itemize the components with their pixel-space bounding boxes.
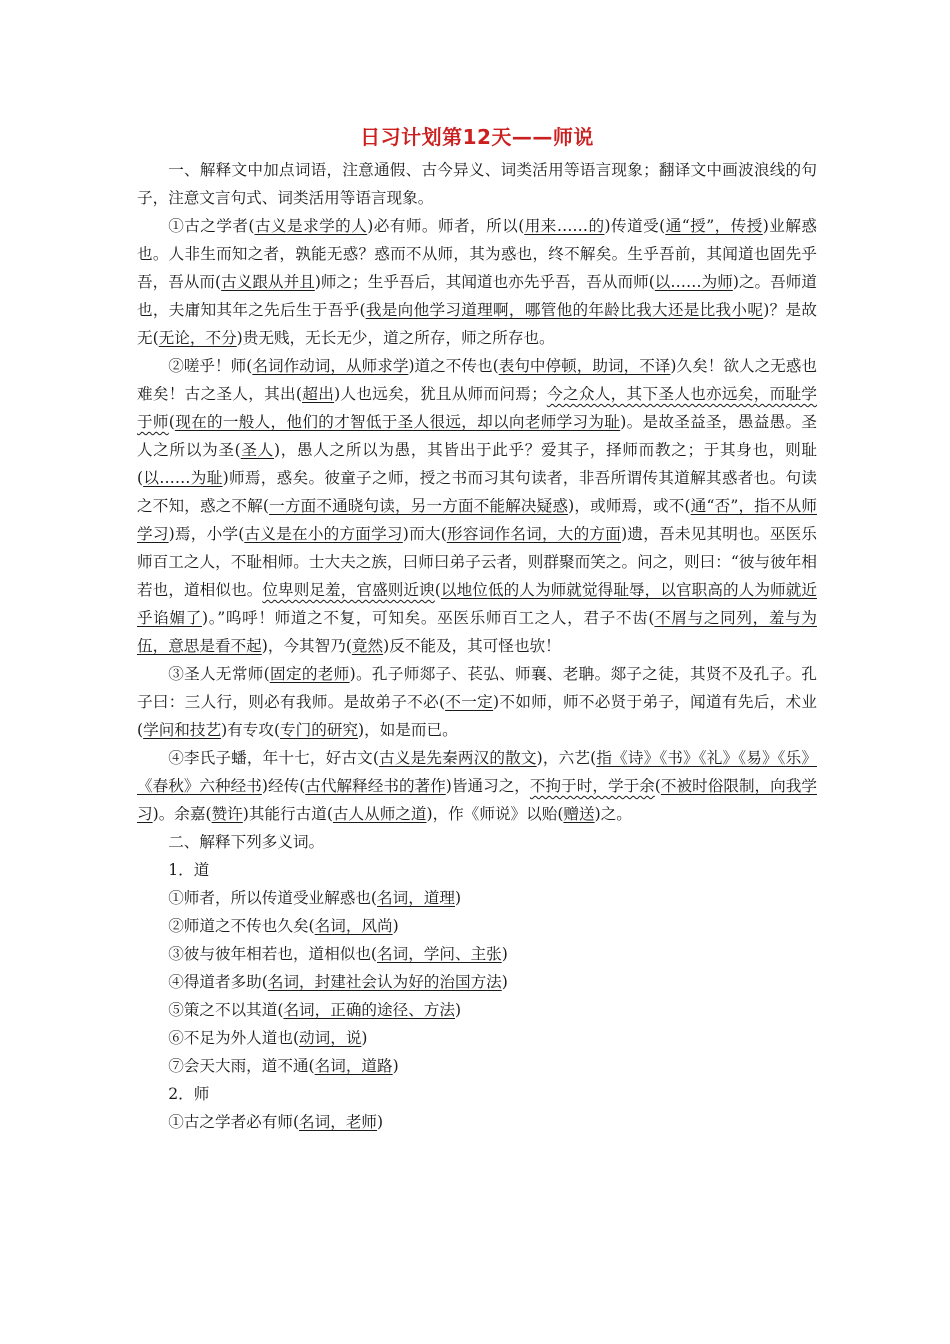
annotation-note: 通“授”，传授: [665, 217, 763, 235]
text-run: )，作《师说》以贻(: [426, 805, 564, 823]
text-run: )传道受(: [604, 217, 666, 235]
text-run: (: [168, 413, 175, 431]
text-run: ①师者，所以传道受业解惑也(: [168, 889, 377, 907]
annotation-note: 名词，道路: [314, 1057, 393, 1075]
annotation-note: 古代解释经书的著作: [305, 777, 446, 795]
annotation-note: 我是向他学习道理啊，哪管他的年龄比我大还是比我小呢: [365, 301, 764, 319]
text-run: )。余嘉(: [152, 805, 212, 823]
passage-paragraph-4: [137, 744, 817, 828]
passage-paragraph-1: [137, 212, 817, 352]
wavy-underlined-sentence: 位卑则足羞，官盛则近谀: [262, 581, 435, 599]
annotation-note: 以……为师: [654, 273, 733, 291]
wavy-underlined-sentence: 不拘于时，学于余: [529, 777, 655, 795]
polysemy-item: [137, 940, 817, 968]
annotation-note: 通“否”，指不从师学习: [137, 497, 817, 543]
text-run: ): [377, 1113, 384, 1131]
section1-heading: 一、解释文中加点词语，注意通假、古今异义、词类活用等语言现象；翻译文中画波浪线的句子，注意文言句式、词类活用等语言现象。: [137, 161, 817, 207]
text-run: ): [501, 945, 508, 963]
annotation-note: 古义跟从并且: [221, 273, 315, 291]
annotation-note: 竟然: [351, 637, 384, 655]
annotation-note: 名词，风尚: [314, 917, 393, 935]
text-run: ⑦会天大雨，道不通(: [168, 1057, 315, 1075]
text-run: )其能行古道(: [242, 805, 333, 823]
text-run: )经传(: [261, 777, 306, 795]
annotation-note: 赠送: [563, 805, 595, 823]
text-run: )久矣！欲人之无惑也难矣！古之圣人，其出(: [137, 357, 817, 403]
polysemy-item: [137, 1052, 817, 1080]
annotation-note: 名词，道理: [377, 889, 455, 907]
annotation-note: 不被时俗限制，向我学习: [137, 777, 817, 823]
annotation-note: 动词，说: [299, 1029, 362, 1047]
text-run: )，如是而已。: [358, 721, 458, 739]
text-run: ): [361, 1029, 368, 1047]
annotation-note: 名词，学问、主张: [377, 945, 502, 963]
annotation-note: 不屑与之同列，羞与为伍，意思是看不起: [137, 609, 817, 655]
text-run: )遗，吾未见其明也。巫医乐师百工之人，不耻相师。士大夫之族，曰师曰弟子云者，则群聚而笑之。问之，则曰：“彼与彼年相若也，道相似也。: [137, 525, 817, 599]
annotation-note: 固定的老师: [269, 665, 350, 683]
page-title: 日习计划第12天——师说: [360, 125, 594, 149]
text-run: )焉，小学(: [168, 525, 245, 543]
polysemy-item: [137, 1108, 817, 1136]
text-run: )。是故圣益圣，愚益愚。圣人之所以为圣(: [137, 413, 817, 459]
passage-paragraph-3: [137, 660, 817, 744]
annotation-note: 名词，老师: [299, 1113, 378, 1131]
annotation-note: 一方面不通晓句读，另一方面不能解决疑惑: [268, 497, 569, 515]
annotation-note: 名词，正确的途径、方法: [283, 1001, 455, 1019]
text-run: (: [434, 581, 441, 599]
text-run: )人也远矣，犹且从师而问焉；: [334, 385, 547, 403]
text-run: ⑥不足为外人道也(: [168, 1029, 300, 1047]
text-run: (: [654, 777, 661, 795]
annotation-note: 名词作动词，从师求学: [252, 357, 409, 375]
annotation-note: 古义是在小的方面学习: [244, 525, 403, 543]
text-run: )不如师，师不必贤于弟子，闻道有先后，术业(: [137, 693, 817, 739]
annotation-note: 形容词作名词，大的方面: [446, 525, 622, 543]
polysemy-item: [137, 996, 817, 1024]
text-run: )？是故无(: [137, 301, 817, 347]
text-run: )道之不传也(: [408, 357, 499, 375]
wavy-underlined-sentence: 今之众人，其下圣人也亦远矣，而耻学于师: [137, 385, 817, 431]
text-run: ③圣人无常师(: [168, 665, 270, 683]
polysemy-item: [137, 884, 817, 912]
text-run: )业解惑也。人非生而知之者，孰能无惑？惑而不从师，其为惑也，终不解矣。生乎吾前，其闻道也固先乎吾，吾从而(: [137, 217, 817, 291]
annotation-note: 古人从师之道: [332, 805, 427, 823]
text-run: ②师道之不传也久矣(: [168, 917, 315, 935]
text-run: ④李氏子蟠，年十七，好古文(: [168, 749, 379, 767]
text-run: ): [501, 973, 508, 991]
annotation-note: 学问和技艺: [143, 721, 222, 739]
annotation-note: 表句中停顿，助词，不译: [498, 357, 671, 375]
annotation-note: 超出: [302, 385, 335, 403]
text-run: ): [454, 1001, 462, 1019]
text-run: ①古之学者(: [168, 217, 255, 235]
annotation-note: 古义是求学的人: [254, 217, 368, 235]
text-run: )贵无贱，无长无少，道之所存，师之所存也。: [236, 329, 555, 347]
annotation-note: 赞许: [211, 805, 243, 823]
text-run: )有专攻(: [221, 721, 281, 739]
annotation-note: 指《诗》《书》《礼》《易》《乐》《春秋》六种经书: [137, 749, 817, 795]
text-run: )之。吾师道也，夫庸知其年之先后生于吾乎(: [137, 273, 817, 319]
passage-paragraph-2: [137, 352, 817, 660]
text-run: )。孔子师郯子、苌弘、师襄、老聃。郯子之徒，其贤不及孔子。孔子曰：三人行，则必有我师。是故弟子不必(: [137, 665, 817, 711]
text-run: ): [392, 1057, 399, 1075]
annotation-note: 名词，封建社会认为好的治国方法: [267, 973, 502, 991]
text-run: )，六艺(: [536, 749, 597, 767]
polysemy-item: [137, 968, 817, 996]
text-run: ③彼与彼年相若也，道相似也(: [168, 945, 377, 963]
text-run: )师之；生乎吾后，其闻道也亦先乎吾，吾从而师(: [314, 273, 655, 291]
text-run: )，愚人之所以为愚，其皆出于此乎？爱其子，择师而教之；于其身也，则耻(: [137, 441, 817, 487]
text-run: )，今其智乃(: [261, 637, 352, 655]
text-run: )，或师焉，或不(: [568, 497, 691, 515]
text-run: )之。: [594, 805, 632, 823]
section2-heading: 二、解释下列多义词。: [168, 833, 325, 851]
annotation-note: 用来……的: [524, 217, 605, 235]
annotation-note: 现在的一般人，他们的才智低于圣人很远，却以向老师学习为耻: [174, 413, 621, 431]
polysemy-item: [137, 1024, 817, 1052]
text-run: )必有师。师者，所以(: [367, 217, 525, 235]
polysemy-item: [137, 912, 817, 940]
text-run: ): [454, 889, 462, 907]
polysemy-label-dao: 1．道: [168, 861, 210, 879]
annotation-note: 以地位低的人为师就觉得耻辱，以官职高的人为师就近乎谄媚了: [137, 581, 817, 627]
text-run: ⑤策之不以其道(: [168, 1001, 284, 1019]
document-page: [137, 120, 817, 1136]
text-run: )师焉，惑矣。彼童子之师，授之书而习其句读者，非吾所谓传其道解其惑者也。句读之不知，惑之不解(: [137, 469, 817, 515]
text-run: ): [392, 917, 399, 935]
text-run: ②嗟乎！师(: [168, 357, 253, 375]
annotation-note: 古义是先秦两汉的散文: [379, 749, 537, 767]
text-run: ④得道者多助(: [168, 973, 268, 991]
annotation-note: 不一定: [445, 693, 494, 711]
polysemy-label-shi: 2．师: [168, 1085, 210, 1103]
annotation-note: 圣人: [240, 441, 274, 459]
text-run: ①古之学者必有师(: [168, 1113, 300, 1131]
annotation-note: 无论，不分: [158, 329, 237, 347]
text-run: )反不能及，其可怪也欤！: [383, 637, 561, 655]
text-run: )而大(: [402, 525, 447, 543]
text-run: )。”呜呼！师道之不复，可知矣。巫医乐师百工之人，君子不齿(: [202, 609, 655, 627]
annotation-note: 以……为耻: [143, 469, 223, 487]
annotation-note: 专门的研究: [280, 721, 359, 739]
text-run: )皆通习之，: [445, 777, 530, 795]
